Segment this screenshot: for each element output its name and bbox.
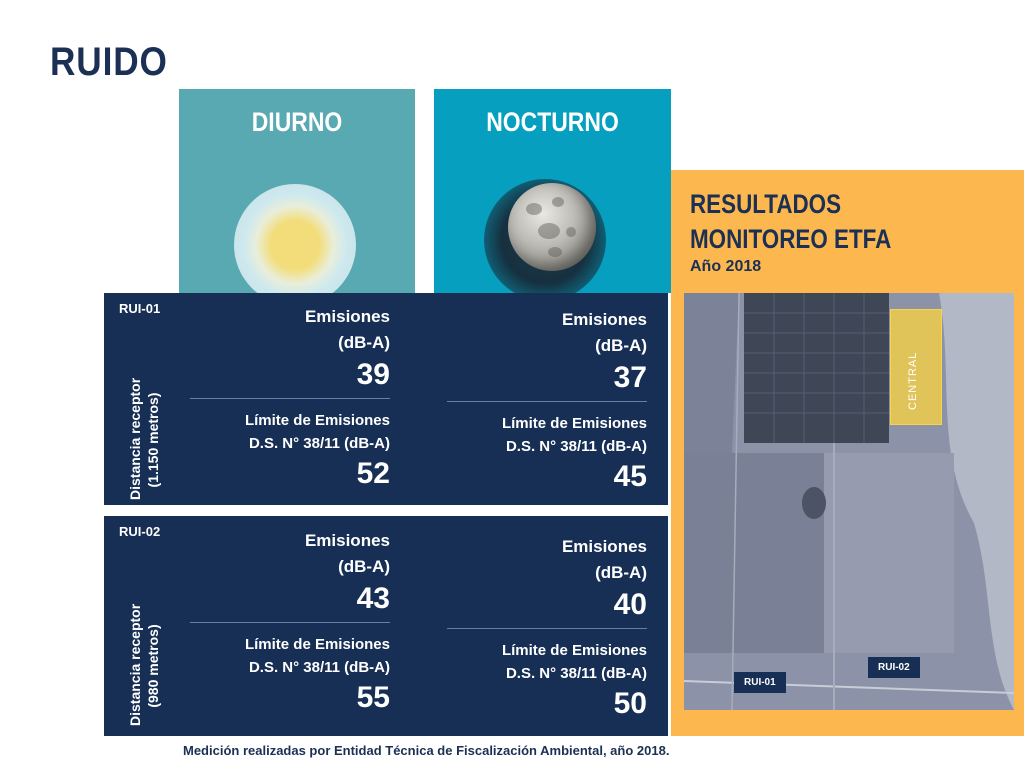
night-column	[447, 307, 647, 494]
rui-id: RUI-01	[119, 301, 161, 316]
emissions-value: 37	[613, 361, 647, 394]
divider	[447, 628, 647, 629]
night-column	[447, 534, 647, 721]
rui-id: RUI-02	[119, 524, 161, 539]
results-title-line1: RESULTADOS	[690, 189, 842, 219]
emissions-value: 43	[356, 582, 390, 615]
limit-label: Límite de Emisiones	[501, 642, 647, 659]
aerial-map	[684, 293, 1014, 710]
limit-value: 45	[613, 460, 647, 493]
distance-line1: Distancia receptor	[127, 603, 143, 726]
day-tile	[179, 89, 415, 293]
limit-norm: D.S. N° 38/11 (dB-A)	[505, 665, 647, 682]
emissions-label: Emisiones	[304, 307, 390, 326]
page-title: RUIDO	[50, 40, 168, 84]
limit-norm: D.S. N° 38/11 (dB-A)	[248, 659, 390, 676]
emissions-unit: (dB-A)	[338, 333, 390, 352]
limit-value: 52	[356, 457, 390, 490]
limit-label: Límite de Emisiones	[501, 415, 647, 432]
moon-icon	[508, 183, 596, 271]
results-title	[690, 187, 891, 257]
panel-rui02	[104, 516, 668, 736]
emissions-unit: (dB-A)	[338, 557, 390, 576]
limit-value: 50	[613, 687, 647, 720]
results-year: Año 2018	[690, 258, 762, 275]
central-label: CENTRAL	[907, 351, 919, 410]
sun-icon	[234, 184, 356, 306]
divider	[447, 401, 647, 402]
map-badge-rui01: RUI-01	[734, 672, 786, 693]
day-label: DIURNO	[251, 107, 343, 137]
night-label: NOCTURNO	[486, 107, 619, 137]
aerial-map-image	[684, 293, 1014, 710]
night-tile	[434, 89, 671, 293]
central-marker	[890, 309, 942, 425]
emissions-label: Emisiones	[304, 531, 390, 550]
limit-value: 55	[356, 681, 390, 714]
limit-norm: D.S. N° 38/11 (dB-A)	[248, 435, 390, 452]
day-column	[190, 304, 390, 491]
limit-norm: D.S. N° 38/11 (dB-A)	[505, 438, 647, 455]
divider	[190, 622, 390, 623]
emissions-value: 40	[613, 588, 647, 621]
emissions-label: Emisiones	[561, 310, 647, 329]
limit-label: Límite de Emisiones	[244, 636, 390, 653]
day-column	[190, 528, 390, 715]
footnote: Medición realizadas por Entidad Técnica de Fiscalización Ambiental, año 2018.	[183, 743, 670, 758]
distance-label	[126, 603, 162, 726]
emissions-unit: (dB-A)	[595, 336, 647, 355]
results-title-line2: MONITOREO ETFA	[690, 224, 892, 254]
distance-line2: (1.150 metros)	[145, 392, 161, 488]
emissions-label: Emisiones	[561, 537, 647, 556]
limit-label: Límite de Emisiones	[244, 412, 390, 429]
panel-rui01	[104, 293, 668, 505]
distance-line1: Distancia receptor	[127, 377, 143, 500]
distance-label	[126, 377, 162, 500]
distance-line2: (980 metros)	[145, 624, 161, 708]
emissions-value: 39	[356, 358, 390, 391]
divider	[190, 398, 390, 399]
emissions-unit: (dB-A)	[595, 563, 647, 582]
map-badge-rui02: RUI-02	[868, 657, 920, 678]
